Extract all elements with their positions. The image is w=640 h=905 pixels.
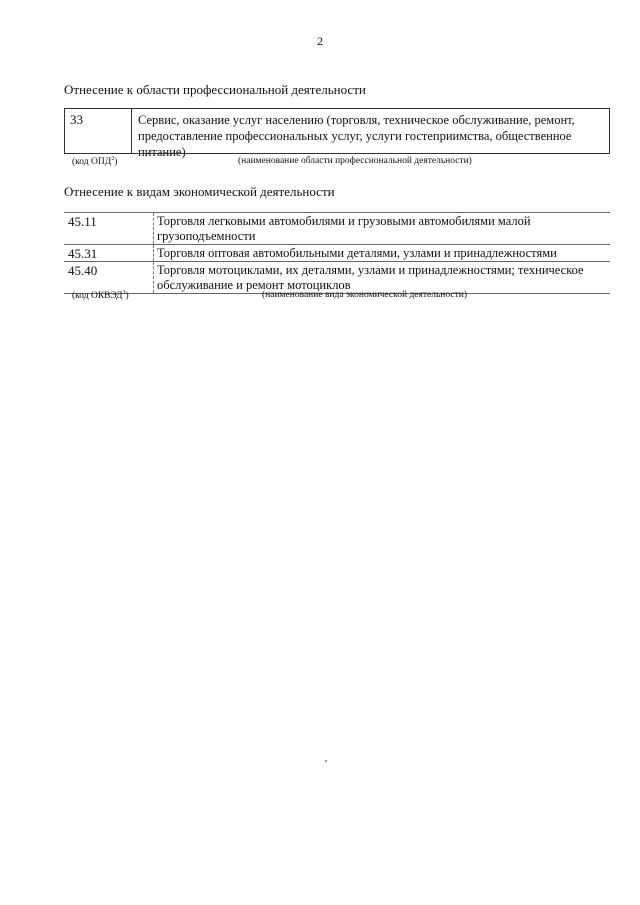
okved-name-caption: (наименование вида экономической деятельности): [262, 290, 467, 300]
okved-code: 45.11: [68, 214, 97, 229]
table-row: [64, 212, 610, 244]
opd-name-caption: (наименование области профессиональной деятельности): [238, 156, 472, 166]
opd-section-title: Отнесение к области профессиональной деятельности: [64, 82, 366, 97]
table-row: [64, 244, 610, 261]
okved-code: 45.40: [68, 263, 98, 278]
opd-name: Сервис, оказание услуг населению (торговля, техническое обслуживание, ремонт, предоставление профессиональных услуг, услуги гостеприимства, общественное питание): [138, 113, 575, 159]
okved-section-title: Отнесение к видам экономической деятельности: [64, 184, 335, 199]
okved-code: 45.31: [68, 246, 98, 261]
okved-name: Торговля легковыми автомобилями и грузовыми автомобилями малой грузоподъемности: [153, 213, 610, 244]
okved-name: Торговля мотоциклами, их деталями, узлами и принадлежностями; техническое обслуживание и ремонт мотоциклов: [153, 262, 610, 293]
opd-code-caption: (код ОПД$^2$): [72, 156, 118, 168]
page-number: 2: [317, 34, 323, 48]
opd-table: [64, 108, 610, 159]
opd-code: 33: [65, 109, 132, 153]
okved-table: [64, 212, 610, 294]
okved-code-caption: (код ОКВЭД$^3$): [72, 290, 129, 302]
okved-name: Торговля оптовая автомобильными деталями, узлами и принадлежностями: [153, 245, 610, 261]
scan-speck: [325, 760, 327, 762]
